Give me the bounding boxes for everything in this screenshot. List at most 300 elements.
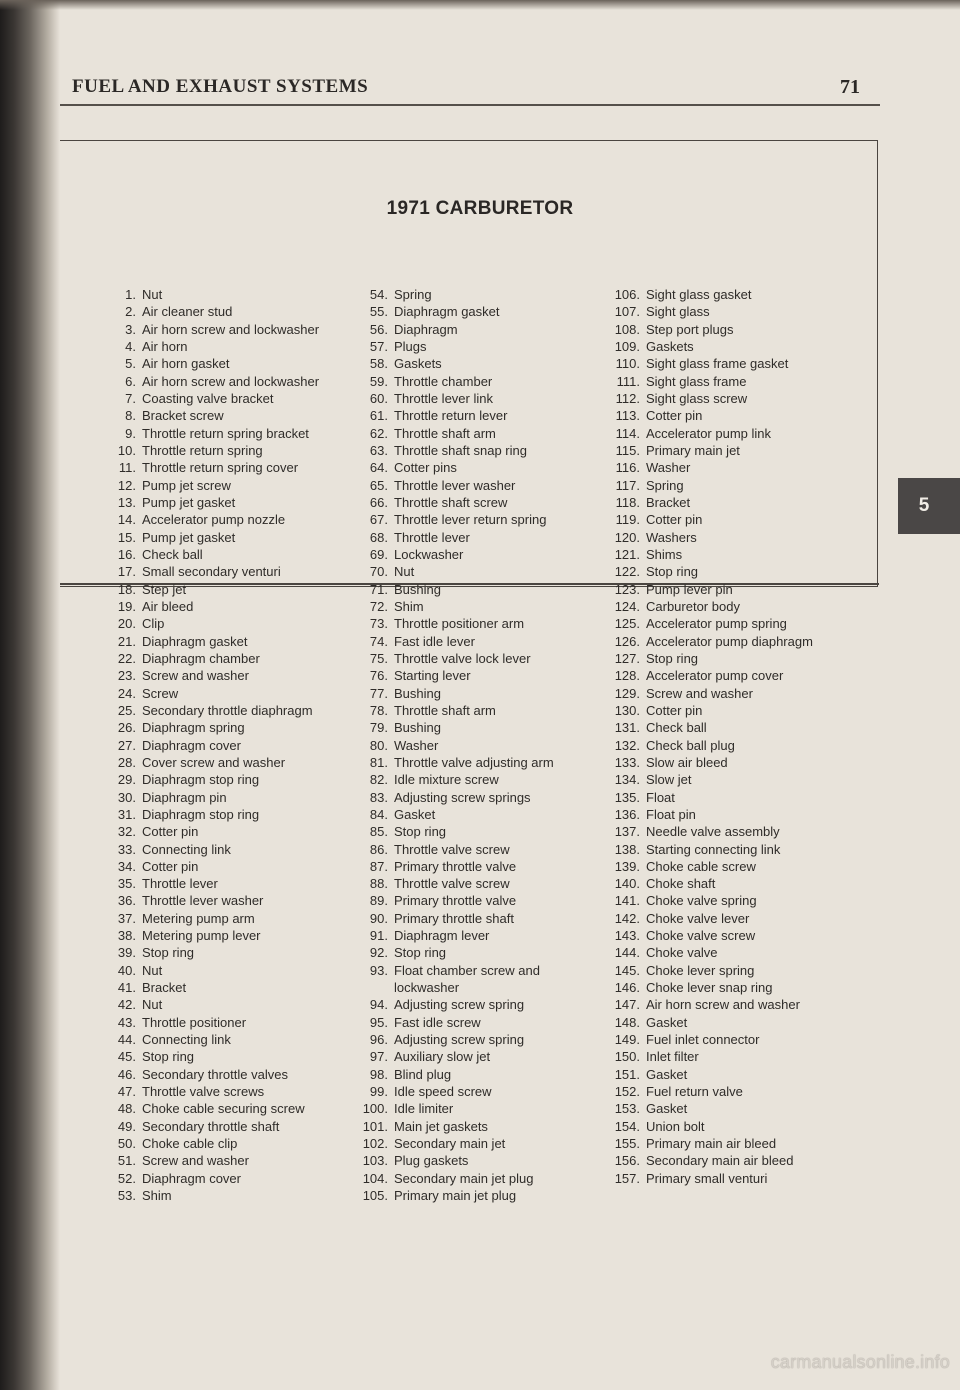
parts-list-item [98, 407, 319, 424]
parts-list-title: 1971 CARBURETOR [386, 198, 574, 219]
part-number: 116. [615, 460, 640, 476]
parts-list-item [98, 979, 319, 996]
part-number: 96. [369, 1032, 388, 1048]
parts-list-item [350, 667, 554, 684]
part-number: 153. [614, 1101, 640, 1117]
part-name: Fuel inlet connector [646, 1032, 760, 1048]
part-number: 154. [614, 1118, 640, 1134]
part-number: 61. [369, 408, 388, 424]
parts-list-item [98, 910, 319, 927]
part-name: Washer [646, 460, 691, 476]
parts-list-item [98, 650, 319, 667]
part-number: 118. [615, 494, 640, 510]
part-number: 137. [614, 824, 640, 840]
part-number: 77. [369, 685, 388, 701]
parts-list-item [350, 858, 554, 875]
part-name: Air cleaner stud [142, 304, 233, 320]
part-name: Slow jet [646, 772, 692, 788]
part-name: Throttle shaft screw [394, 494, 508, 510]
part-number: 90. [369, 910, 388, 926]
part-number: 71. [369, 581, 388, 597]
part-name: Small secondary venturi [142, 564, 281, 580]
parts-list-item [98, 1031, 319, 1048]
part-number: 91. [369, 928, 388, 944]
part-name: Diaphragm cover [142, 1170, 241, 1186]
part-number: 95. [369, 1014, 388, 1030]
part-number: 113. [615, 408, 640, 424]
part-number: 42. [117, 997, 136, 1013]
part-number: 87. [369, 858, 388, 874]
part-number: 44. [117, 1032, 136, 1048]
part-number: 157. [614, 1170, 640, 1186]
parts-list-item [598, 892, 813, 909]
parts-list-item [598, 529, 813, 546]
part-name: Gasket [394, 806, 436, 822]
part-name: Choke lever snap ring [646, 980, 773, 996]
parts-column-3 [598, 286, 813, 1187]
parts-list-item [98, 459, 319, 476]
part-name: Throttle lever [394, 529, 470, 545]
parts-list-item [98, 477, 319, 494]
part-name: Choke cable screw [646, 858, 756, 874]
part-number: 104. [362, 1170, 388, 1186]
part-name: Adjusting screw spring [394, 997, 525, 1013]
part-number: 73. [369, 616, 388, 632]
part-name: Stop ring [646, 564, 699, 580]
parts-list-item [598, 1083, 813, 1100]
parts-list-item [98, 425, 319, 442]
parts-list-item [598, 1100, 813, 1117]
part-name: Float chamber screw and [394, 962, 540, 978]
parts-list-item [98, 858, 319, 875]
part-name: Bushing [394, 581, 441, 597]
parts-list-item [98, 944, 319, 961]
parts-list-item [598, 667, 813, 684]
part-name: Primary main jet [646, 442, 740, 458]
part-number: 122. [614, 564, 640, 580]
parts-list-item [598, 390, 813, 407]
part-number: 114. [615, 425, 640, 441]
part-number: 127. [614, 650, 640, 666]
part-name: Sight glass [646, 304, 710, 320]
parts-list-item [598, 754, 813, 771]
part-number: 139. [614, 858, 640, 874]
part-name: Float pin [646, 806, 696, 822]
parts-list-item [598, 789, 813, 806]
part-number: 98. [369, 1066, 388, 1082]
parts-list-item [598, 459, 813, 476]
top-edge-shadow [0, 0, 960, 10]
parts-list-item [598, 1048, 813, 1065]
parts-list-item [98, 1066, 319, 1083]
parts-list-item [598, 581, 813, 598]
parts-list-item [98, 892, 319, 909]
parts-list-item [98, 494, 319, 511]
part-name: Stop ring [646, 650, 699, 666]
parts-list-item [598, 771, 813, 788]
part-number: 6. [125, 373, 136, 389]
part-name: Metering pump lever [142, 928, 261, 944]
part-number: 21. [117, 633, 136, 649]
part-number: 138. [614, 841, 640, 857]
part-name: Primary small venturi [646, 1170, 768, 1186]
parts-list-item [350, 529, 554, 546]
parts-list-item [98, 754, 319, 771]
part-name: Sight glass frame gasket [646, 356, 789, 372]
part-number: 89. [369, 893, 388, 909]
part-number: 156. [614, 1153, 640, 1169]
part-number: 72. [369, 598, 388, 614]
parts-list-item [598, 546, 813, 563]
section-header-title: FUEL AND EXHAUST SYSTEMS [72, 76, 369, 97]
part-name: Diaphragm stop ring [142, 772, 260, 788]
part-name: Step port plugs [646, 321, 734, 337]
parts-list-item [350, 373, 554, 390]
part-number: 18. [117, 581, 136, 597]
parts-list-item [598, 615, 813, 632]
part-name: Secondary main jet plug [394, 1170, 534, 1186]
parts-list-item [350, 685, 554, 702]
part-number: 63. [369, 442, 388, 458]
part-name: Shim [142, 1188, 172, 1204]
parts-list-item [598, 875, 813, 892]
chapter-tab: 5 [898, 478, 960, 534]
part-number: 128. [614, 668, 640, 684]
part-number: 144. [614, 945, 640, 961]
part-number: 136. [614, 806, 640, 822]
part-number: 143. [614, 928, 640, 944]
part-number: 84. [369, 806, 388, 822]
parts-list-item [98, 1048, 319, 1065]
part-name: Cotter pin [646, 512, 703, 528]
part-name: Step jet [142, 581, 187, 597]
parts-list-item [98, 823, 319, 840]
parts-list-item [350, 910, 554, 927]
part-number: 146. [614, 980, 640, 996]
part-name: Plug gaskets [394, 1153, 469, 1169]
part-number: 27. [117, 737, 136, 753]
part-name: lockwasher [394, 980, 460, 996]
part-name: Spring [646, 477, 684, 493]
part-name: Throttle lever washer [394, 477, 516, 493]
parts-list-item [350, 338, 554, 355]
part-name: Sight glass gasket [646, 287, 752, 302]
parts-list-item [350, 459, 554, 476]
part-number: 88. [369, 876, 388, 892]
part-name: Check ball [646, 720, 707, 736]
parts-list-item [350, 563, 554, 580]
part-name: Diaphragm [394, 321, 458, 337]
parts-list-item [350, 442, 554, 459]
part-name: Throttle valve lock lever [394, 650, 531, 666]
page-number: 71 [840, 76, 860, 98]
parts-list-item [98, 303, 319, 320]
part-name: Gasket [646, 1066, 688, 1082]
part-name: Secondary throttle valves [142, 1066, 288, 1082]
part-number: 14. [117, 512, 136, 528]
part-number: 75. [369, 650, 388, 666]
part-number: 69. [369, 546, 388, 562]
part-name: Washers [646, 529, 697, 545]
part-name: Metering pump arm [142, 910, 255, 926]
part-number: 92. [369, 945, 388, 961]
parts-list-item [350, 892, 554, 909]
part-name: Secondary throttle diaphragm [142, 702, 313, 718]
part-number: 41. [117, 980, 136, 996]
part-number: 1. [125, 287, 136, 302]
parts-list-item [350, 979, 554, 996]
parts-list-item [98, 563, 319, 580]
part-name: Choke shaft [646, 876, 716, 892]
part-name: Throttle valve screw [394, 876, 510, 892]
part-number: 78. [369, 702, 388, 718]
part-name: Auxiliary slow jet [394, 1049, 491, 1065]
part-name: Primary throttle valve [394, 858, 517, 874]
part-number: 58. [369, 356, 388, 372]
part-name: Fuel return valve [646, 1084, 743, 1100]
parts-list-item [98, 927, 319, 944]
part-number: 97. [369, 1049, 388, 1065]
part-number: 110. [615, 356, 640, 372]
parts-list-item [98, 390, 319, 407]
parts-list-item [350, 1031, 554, 1048]
part-name: Throttle shaft arm [394, 702, 496, 718]
part-name: Pump jet gasket [142, 494, 236, 510]
part-number: 130. [614, 702, 640, 718]
part-name: Fast idle screw [394, 1014, 481, 1030]
part-number: 103. [362, 1153, 388, 1169]
part-name: Gaskets [646, 338, 694, 354]
part-number: 56. [369, 321, 388, 337]
parts-list-item [350, 789, 554, 806]
parts-list-item [598, 407, 813, 424]
part-name: Screw [142, 685, 179, 701]
parts-list-item [350, 425, 554, 442]
part-number: 120. [614, 529, 640, 545]
part-number: 16. [117, 546, 136, 562]
parts-list-item [98, 962, 319, 979]
parts-list-item [350, 390, 554, 407]
part-number: 67. [369, 512, 388, 528]
part-number: 22. [117, 650, 136, 666]
part-number: 2. [125, 304, 136, 320]
part-number: 65. [369, 477, 388, 493]
parts-list-item [350, 875, 554, 892]
part-number: 19. [117, 598, 136, 614]
part-name: Air bleed [142, 598, 194, 614]
part-number: 54. [369, 287, 388, 302]
part-number: 24. [117, 685, 136, 701]
part-number: 147. [614, 997, 640, 1013]
parts-list-item [598, 806, 813, 823]
part-name: Throttle shaft snap ring [394, 442, 527, 458]
part-name: Connecting link [142, 1032, 231, 1048]
parts-list-item [350, 771, 554, 788]
parts-list-item [350, 806, 554, 823]
parts-list-item [98, 633, 319, 650]
part-name: Stop ring [142, 1049, 195, 1065]
part-number: 35. [117, 876, 136, 892]
parts-list-item [598, 962, 813, 979]
part-name: Blind plug [394, 1066, 452, 1082]
part-number: 4. [125, 338, 136, 354]
parts-list-item [98, 667, 319, 684]
part-name: Adjusting screw springs [394, 789, 531, 805]
part-number: 149. [614, 1032, 640, 1048]
part-number: 50. [117, 1136, 136, 1152]
parts-list-item [350, 962, 554, 979]
part-number: 121. [614, 546, 640, 562]
parts-list-item [98, 1118, 319, 1135]
part-name: Pump jet screw [142, 477, 231, 493]
part-number: 7. [125, 390, 136, 406]
part-number: 15. [117, 529, 136, 545]
parts-list-item [350, 1187, 554, 1204]
parts-list-item [350, 823, 554, 840]
part-name: Choke valve screw [646, 928, 756, 944]
parts-list-item [98, 355, 319, 372]
part-number: 49. [117, 1118, 136, 1134]
parts-list-item [598, 702, 813, 719]
part-number: 151. [614, 1066, 640, 1082]
parts-list-item [350, 477, 554, 494]
part-name: Idle speed screw [394, 1084, 492, 1100]
part-number: 82. [369, 772, 388, 788]
part-name: Throttle valve screw [394, 841, 510, 857]
part-number: 30. [117, 789, 136, 805]
part-name: Sight glass screw [646, 390, 748, 406]
parts-column-1 [98, 286, 319, 1204]
part-name: Nut [142, 997, 163, 1013]
part-number: 29. [117, 772, 136, 788]
part-name: Nut [394, 564, 415, 580]
parts-list-item [98, 1152, 319, 1169]
part-name: Primary throttle shaft [394, 910, 514, 926]
part-name: Choke cable securing screw [142, 1101, 305, 1117]
part-number: 55. [369, 304, 388, 320]
parts-list-item [98, 373, 319, 390]
part-name: Check ball plug [646, 737, 735, 753]
parts-list-item [598, 858, 813, 875]
part-name: Throttle positioner [142, 1014, 247, 1030]
part-name: Spring [394, 287, 432, 302]
part-number: 26. [117, 720, 136, 736]
part-number: 31. [117, 806, 136, 822]
part-name: Throttle return spring [142, 442, 263, 458]
part-number: 74. [369, 633, 388, 649]
parts-list-item [98, 338, 319, 355]
parts-list-item [598, 511, 813, 528]
part-name: Choke cable clip [142, 1136, 238, 1152]
part-number: 52. [117, 1170, 136, 1186]
part-number: 119. [615, 512, 640, 528]
part-number: 102. [362, 1136, 388, 1152]
parts-list-item [98, 1187, 319, 1204]
parts-list-item [98, 996, 319, 1013]
part-number: 108. [614, 321, 640, 337]
part-name: Bushing [394, 720, 441, 736]
part-name: Slow air bleed [646, 754, 728, 770]
parts-list-item [598, 1014, 813, 1031]
part-number: 152. [614, 1084, 640, 1100]
part-number: 105. [362, 1188, 388, 1204]
part-number: 66. [369, 494, 388, 510]
part-number: 38. [117, 928, 136, 944]
parts-list-item [598, 1135, 813, 1152]
part-name: Accelerator pump nozzle [142, 512, 286, 528]
part-number: 101. [362, 1118, 388, 1134]
parts-list-item [598, 910, 813, 927]
parts-list-item [98, 529, 319, 546]
part-name: Screw and washer [646, 685, 753, 701]
parts-list-item [98, 702, 319, 719]
parts-list-item [350, 407, 554, 424]
parts-list-item [598, 338, 813, 355]
part-name: Choke lever spring [646, 962, 755, 978]
part-name: Starting lever [394, 668, 471, 684]
parts-list-item [350, 841, 554, 858]
parts-list-item [350, 615, 554, 632]
part-number: 148. [614, 1014, 640, 1030]
part-name: Nut [142, 287, 163, 302]
parts-list-item [598, 598, 813, 615]
part-name: Throttle lever return spring [394, 512, 547, 528]
part-number: 46. [117, 1066, 136, 1082]
parts-list-item [598, 650, 813, 667]
part-name: Primary throttle valve [394, 893, 517, 909]
part-number: 115. [615, 442, 640, 458]
part-number: 39. [117, 945, 136, 961]
part-number: 10. [117, 442, 136, 458]
parts-list-item [350, 702, 554, 719]
part-name: Bracket [646, 494, 691, 510]
part-number: 106. [614, 287, 640, 302]
part-number: 48. [117, 1101, 136, 1117]
part-name: Choke valve lever [646, 910, 750, 926]
part-number: 59. [369, 373, 388, 389]
parts-list-item [598, 442, 813, 459]
part-name: Connecting link [142, 841, 231, 857]
parts-list-item [98, 546, 319, 563]
part-name: Screw and washer [142, 668, 249, 684]
part-number: 134. [614, 772, 640, 788]
parts-list-item [98, 875, 319, 892]
part-name: Adjusting screw spring [394, 1032, 525, 1048]
part-name: Coasting valve bracket [142, 390, 274, 406]
parts-list-item [350, 1135, 554, 1152]
part-name: Diaphragm gasket [394, 304, 500, 320]
parts-list-item [598, 373, 813, 390]
parts-list-item [98, 806, 319, 823]
parts-list-item [350, 1083, 554, 1100]
parts-list-item [98, 1014, 319, 1031]
part-number: 99. [369, 1084, 388, 1100]
part-name: Cotter pin [142, 858, 199, 874]
parts-list-item [350, 1014, 554, 1031]
part-name: Throttle valve adjusting arm [394, 754, 554, 770]
part-number: 79. [369, 720, 388, 736]
part-number: 57. [369, 338, 388, 354]
part-number: 70. [369, 564, 388, 580]
part-name: Lockwasher [394, 546, 464, 562]
part-number: 141. [614, 893, 640, 909]
part-number: 53. [117, 1188, 136, 1204]
part-name: Pump lever pin [646, 581, 733, 597]
part-number: 32. [117, 824, 136, 840]
part-name: Diaphragm spring [142, 720, 245, 736]
part-name: Cotter pins [394, 460, 457, 476]
part-name: Primary main jet plug [394, 1188, 517, 1204]
